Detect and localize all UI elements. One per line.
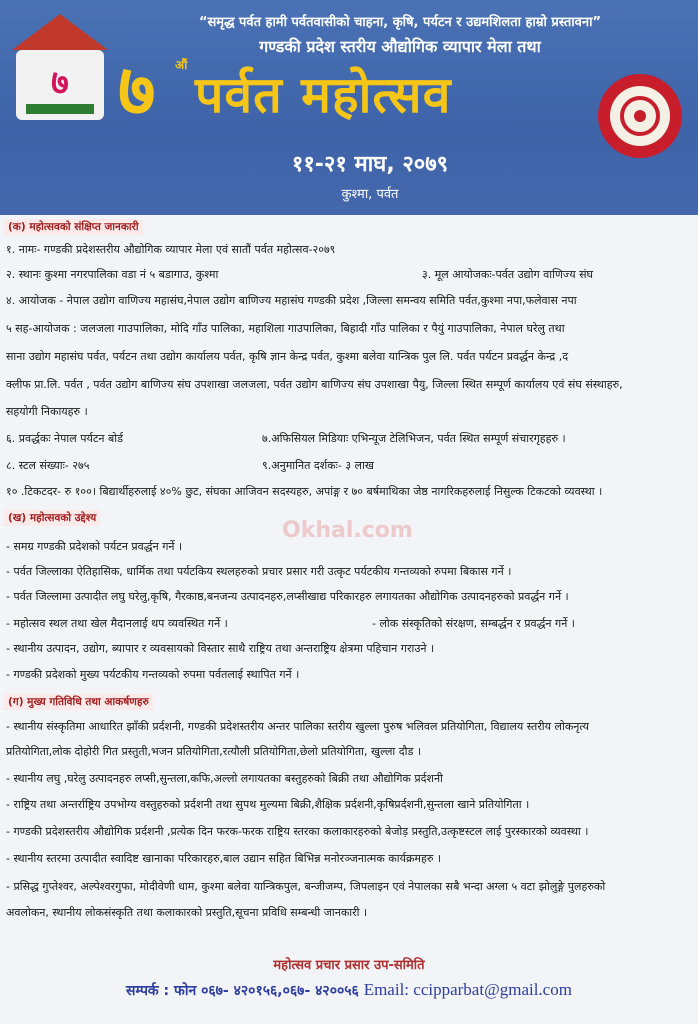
activity-1: - स्थानीय संस्कृतिमा आधारित झाँकी प्रर्दशनी, गण्डकी प्रदेशस्तरीय अन्तर पालिका स्तरीय खुल्ला पुरुष भलिवल प्रतियोगिता, विद्यालय स्तरीय लोकनृत्य bbox=[6, 720, 589, 733]
info-line-1: १. नामः- गण्डकी प्रदेशस्तरीय औद्योगिक व्यापार मेला एवं सातौं पर्वत महोत्सव-२०७९ bbox=[6, 243, 336, 256]
header-banner bbox=[0, 0, 698, 215]
activity-6: - स्थानीय स्तरमा उत्पादीत स्वादिष्ट खानाका परिकारहरु,बाल उद्यान सहित बिभिन्न मनोरञ्जनात्मक कार्यक्रमहरु । bbox=[6, 852, 442, 865]
objective-5: - स्थानीय उत्पादन, उद्योग, ब्यापार र व्यवसायको विस्तार साथै राष्ट्रिय तथा अन्तराष्ट्रिय क्षेत्रमा पहिचान गराउने । bbox=[6, 642, 435, 655]
objective-6: - गण्डकी प्रदेशको मुख्य पर्यटकीय गन्तव्यको रुपमा पर्वतलाई स्थापित गर्ने । bbox=[6, 668, 300, 681]
activity-3: - स्थानीय लघु ,घरेलु उत्पादनहरु लप्सी,सुन्तला,कफि,अल्लो लगायतका बस्तुहरुको बिक्री तथा औद्योगिक प्रर्दशनी bbox=[6, 772, 443, 785]
edition-suffix: औं bbox=[175, 58, 188, 72]
info-line-7: सहयोगी निकायहरु । bbox=[6, 405, 88, 418]
activity-8: अवलोकन, स्थानीय लोकसंस्कृति तथा कलाकारको प्रस्तुति,सूचना प्रविधि सम्बन्धी जानकारी । bbox=[6, 906, 368, 919]
objective-2: - पर्वत जिल्लाका ऐतिहासिक, धार्मिक तथा पर्यटकिय स्थलहरुको प्रचार प्रसार गरी उत्कृट पर्यटकीय गन्तव्यको रुपमा बिकास गर्ने । bbox=[6, 565, 512, 578]
edition-number: ७ bbox=[118, 48, 156, 132]
info-line-2a: २. स्थानः कुश्मा नगरपालिका वडा नं ५ बडागाउ, कुश्मा bbox=[6, 268, 219, 281]
info-line-9a: ८. स्टल संख्याः- २७५ bbox=[6, 459, 90, 472]
info-line-8b: ७.अफिसियल मिडियाः एभिन्यूज टेलिभिजन, पर्वत स्थित सम्पूर्ण संचारगृहहरु । bbox=[262, 432, 566, 445]
parbat-mahotsav-logo bbox=[6, 8, 114, 128]
section-c-title: (ग) मुख्य गतिविधि तथा आकर्षणहरु bbox=[4, 694, 153, 710]
contact-email[interactable]: Email: ccipparbat@gmail.com bbox=[363, 980, 572, 999]
activity-5: - गण्डकी प्रदेशस्तरीय औद्योगिक प्रर्दशनी ,प्रत्येक दिन फरक-फरक राष्ट्रिय स्तरका कलाकारहरुको बेजोड़ प्रस्तुति,उत्कृष्टस्टल लाई पुरस्कारको व्यवस्था । bbox=[6, 825, 589, 838]
activity-4: - राष्ट्रिय तथा अन्तर्राष्ट्रिय उपभोग्य वस्तुहरुको प्रर्दशनी तथा सुपथ मुल्यमा बिक्री,शैक्षिक प्रर्दशनी,कृषिप्रर्दशनी,सुन्तला खाने प्रतियोगिता । bbox=[6, 798, 530, 811]
activity-7: - प्रसिद्ध गुप्तेश्वर, अल्पेश्वरगुफा, मोदीवेणी धाम, कुश्मा बलेवा यान्त्रिकपुल, बन्जीजम्प, जिपलाइन एवं नेपालका सबै भन्दा अग्ला ५ वटा झोलुङ्गे पुलहरुको bbox=[6, 880, 606, 893]
section-a-title: (क) महोत्सवको संक्षिप्त जानकारी bbox=[4, 219, 143, 235]
objective-3: - पर्वत जिल्लामा उत्पादीत लघु घरेलु,कृषि, गैरकाष्ठ,बनजन्य उत्पादनहरु,लप्सीखाद्य परिकारहरु लगायतका औद्योगिक उत्पादनहरुको प्रवर्द्धन गर्ने । bbox=[6, 590, 569, 603]
chamber-seal-icon bbox=[596, 72, 684, 160]
activity-2: प्रतियोगिता,लोक दोहोरी गित प्रस्तुती,भजन प्रतियोगिता,रत्यौली प्रतियोगिता,छेलो प्रतियोगिता, खुल्ला दौड । bbox=[6, 745, 421, 758]
info-line-9b: ९.अनुमानित दर्शकः- ३ लाख bbox=[262, 459, 374, 472]
info-line-6: क्लीफ प्रा.लि. पर्वत , पर्वत उद्योग बाणिज्य संघ उपशाखा जलजला, पर्वत उद्योग बाणिज्य संघ उपशाखा पैयु, जिल्ला स्थित सम्पूर्ण कार्यालय एवं संघ संस्थाहरु, bbox=[6, 378, 623, 391]
info-line-10: १० .टिकटदर- रु १००। बिद्यार्थीहरुलाई ४०% छुट, संघका आजिवन सदस्यहरु, अपांङ्ग र ७० बर्षमाथिका जेष्ठ नागरिकहरुलाई निसुल्क टिकटको व्यवस्था । bbox=[6, 485, 603, 498]
objective-4a: - महोत्सव स्थल तथा खेल मैदानलाई थप व्यवस्थित गर्ने । bbox=[6, 617, 228, 630]
contact-line bbox=[0, 980, 698, 1000]
info-line-8a: ६. प्रवर्द्धकः नेपाल पर्यटन बोर्ड bbox=[6, 432, 123, 445]
info-line-2b: ३. मूल आयोजकः-पर्वत उद्योग वाणिज्य संघ bbox=[422, 268, 594, 281]
objective-1: - समग्र गण्डकी प्रदेशको पर्यटन प्रवर्द्धन गर्ने । bbox=[6, 540, 183, 553]
info-line-5: साना उद्योग महासंघ पर्वत, पर्यटन तथा उद्योग कार्यालय पर्वत, कृषि ज्ञान केन्द्र पर्वत, कुश्मा बलेवा यान्त्रिक पुल लि. पर्वत पर्यटन प्रवर्द्धन केन्द्र ,द bbox=[6, 350, 569, 363]
event-place: कुश्मा, पर्वत bbox=[341, 187, 399, 202]
info-line-4: ५ सह-आयोजक : जलजला गाउपालिका, मोदि गाँउ पालिका, महाशिला गाउपालिका, बिहादी गाँउ पालिका र पैयुं गाउपालिका, नेपाल घरेलु तथा bbox=[6, 322, 565, 335]
section-b-title: (ख) महोत्सवको उद्देश्य bbox=[4, 510, 100, 526]
slogan: “समृद्ध पर्वत हामी पर्वतवासीको चाहना, कृषि, पर्यटन र उद्यमशिलता हाम्रो प्रस्तावना” bbox=[198, 15, 602, 30]
committee-name: महोत्सव प्रचार प्रसार उप-समिति bbox=[273, 958, 425, 973]
watermark: Okhal.com bbox=[282, 518, 413, 543]
event-subtitle: गण्डकी प्रदेश स्तरीय औद्योगिक व्यापार मेला तथा bbox=[259, 37, 541, 56]
event-title: पर्वत महोत्सव bbox=[195, 66, 452, 124]
contact-phone: सम्पर्क : फोन ०६७- ४२०१५६,०६७- ४२००५६ bbox=[126, 983, 359, 999]
objective-4b: - लोक संस्कृतिको संरक्षण, सम्बर्द्धन र प्रवर्द्धन गर्ने । bbox=[372, 617, 575, 630]
event-dates: ११-२१ माघ, २०७९ bbox=[291, 152, 449, 177]
svg-text:७: ७ bbox=[51, 63, 69, 103]
info-line-3: ४. आयोजक - नेपाल उद्योग वाणिज्य महासंघ,नेपाल उद्योग बाणिज्य महासंघ गण्डकी प्रदेश ,जिल्ला समन्वय समिति पर्वत,कुश्मा नपा,फलेवास नपा bbox=[6, 294, 577, 307]
